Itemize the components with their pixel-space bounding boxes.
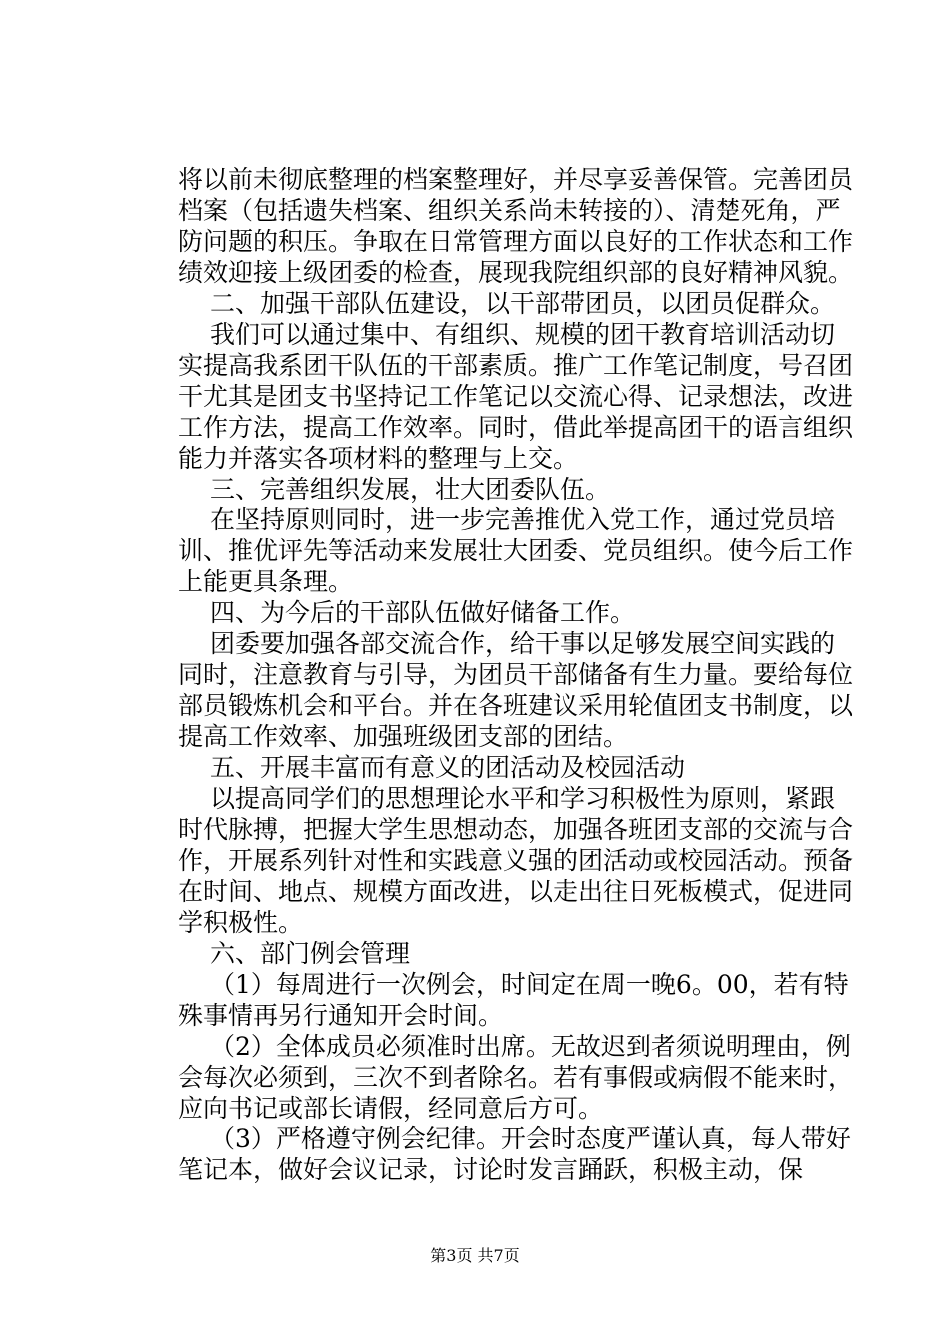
- text-line: 能力并落实各项材料的整理与上交。: [178, 443, 579, 473]
- text-line: 实提高我系团干队伍的干部素质。推广工作笔记制度，号召团: [178, 350, 854, 380]
- text-line: 绩效迎接上级团委的检查，展现我院组织部的良好精神风貌。: [178, 257, 854, 287]
- text-line: 同时，注意教育与引导，为团员干部储备有生力量。要给每位: [178, 660, 854, 690]
- text-line: 六、部门例会管理: [210, 938, 411, 968]
- text-line: 档案（包括遗失档案、组织关系尚未转接的）、清楚死角，严: [178, 195, 841, 225]
- text-line: 作，开展系列针对性和实践意义强的团活动或校园活动。预备: [178, 845, 854, 875]
- text-line: 二、加强干部队伍建设，以干部带团员，以团员促群众。: [210, 288, 836, 318]
- text-line: 学积极性。: [178, 907, 304, 937]
- text-line: 时代脉搏，把握大学生思想动态，加强各班团支部的交流与合: [178, 814, 854, 844]
- text-line: 训、推优评先等活动来发展壮大团委、党员组织。使今后工作: [178, 536, 854, 566]
- text-line: （1）每周进行一次例会，时间定在周一晚6。00，若有特: [210, 969, 849, 999]
- text-line: 殊事情再另行通知开会时间。: [178, 1000, 504, 1030]
- page-footer: 第3页 共7页: [430, 1246, 520, 1265]
- text-line: （2）全体成员必须准时出席。无故迟到者须说明理由，例: [210, 1031, 851, 1061]
- text-line: 将以前未彻底整理的档案整理好，并尽享妥善保管。完善团员: [178, 165, 854, 194]
- text-line: 在坚持原则同时，进一步完善推优入党工作，通过党员培: [210, 505, 836, 535]
- text-line: 笔记本，做好会议记录，讨论时发言踊跃，积极主动，保: [178, 1155, 804, 1185]
- text-line: 在时间、地点、规模方面改进，以走出往日死板模式，促进同: [178, 876, 854, 906]
- text-line: 应向书记或部长请假，经同意后方可。: [178, 1093, 604, 1123]
- text-line: 部员锻炼机会和平台。并在各班建议采用轮值团支书制度，以: [178, 691, 854, 721]
- text-line: 五、开展丰富而有意义的团活动及校园活动: [210, 753, 686, 783]
- text-line: （3）严格遵守例会纪律。开会时态度严谨认真，每人带好: [210, 1124, 851, 1154]
- text-line: 会每次必须到，三次不到者除名。若有事假或病假不能来时，: [178, 1062, 854, 1092]
- text-line: 防问题的积压。争取在日常管理方面以良好的工作状态和工作: [178, 226, 854, 256]
- text-line: 上能更具条理。: [178, 567, 354, 597]
- text-line: 提高工作效率、加强班级团支部的团结。: [178, 722, 629, 752]
- text-line: 我们可以通过集中、有组织、规模的团干教育培训活动切: [210, 319, 836, 349]
- text-line: 团委要加强各部交流合作，给干事以足够发展空间实践的: [210, 629, 836, 659]
- text-line: 工作方法，提高工作效率。同时，借此举提高团干的语言组织: [178, 412, 854, 442]
- text-line: 三、完善组织发展，壮大团委队伍。: [210, 474, 611, 504]
- text-line: 四、为今后的干部队伍做好储备工作。: [210, 598, 636, 628]
- text-line: 以提高同学们的思想理论水平和学习积极性为原则，紧跟: [210, 784, 836, 813]
- text-line: 干尤其是团支书坚持记工作笔记以交流心得、记录想法，改进: [178, 381, 854, 411]
